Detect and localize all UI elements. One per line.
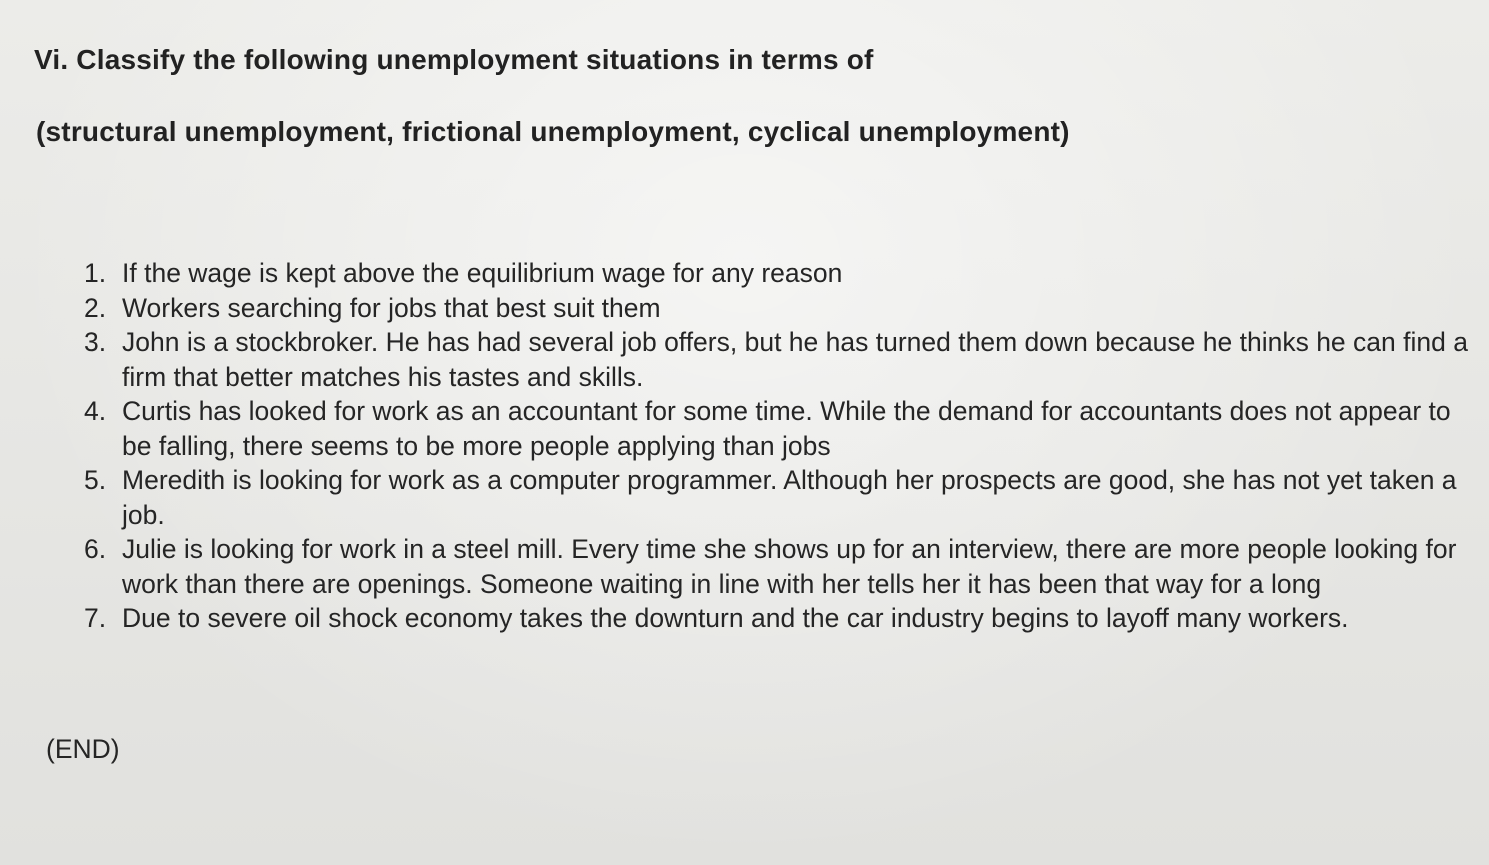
- list-item: [84, 463, 1484, 532]
- item-text: Workers searching for jobs that best suit them: [122, 292, 661, 323]
- item-number: 4.: [84, 396, 107, 426]
- list-item: [84, 325, 1484, 394]
- item-number: 7.: [84, 603, 107, 633]
- situation-list: [84, 256, 1484, 636]
- list-item: [84, 394, 1484, 463]
- item-number: 2.: [84, 292, 107, 323]
- item-text: John is a stockbroker. He has had several job offers, but he has turned them down because he thinks he can find a firm that better matches his tastes and skills.: [122, 327, 1468, 392]
- item-text: Meredith is looking for work as a computer programmer. Although her prospects are good, she has not yet taken a job.: [122, 465, 1457, 530]
- item-text: Due to severe oil shock economy takes the downturn and the car industry begins to layoff many workers.: [122, 603, 1349, 633]
- item-number: 5.: [84, 465, 107, 495]
- item-text: If the wage is kept above the equilibrium wage for any reason: [122, 258, 843, 288]
- item-text: Julie is looking for work in a steel mill. Every time she shows up for an interview, there are more people looking for work than there are openings. Someone waiting in line with her tells her it has been that way for a long: [122, 534, 1457, 599]
- list-item: [84, 256, 1484, 291]
- list-item: [84, 532, 1484, 601]
- end-marker: (END): [46, 734, 120, 764]
- list-item: [84, 601, 1484, 636]
- list-item: [84, 291, 1484, 326]
- item-number: 3.: [84, 327, 107, 357]
- categories-line: (structural unemployment, frictional unemployment, cyclical unemployment): [36, 116, 1070, 147]
- item-number: 1.: [84, 258, 107, 288]
- question-title: Vi. Classify the following unemployment situations in terms of: [34, 44, 874, 75]
- item-number: 6.: [84, 534, 107, 564]
- item-text: Curtis has looked for work as an accountant for some time. While the demand for accountants does not appear to be falling, there seems to be more people applying than jobs: [122, 396, 1451, 461]
